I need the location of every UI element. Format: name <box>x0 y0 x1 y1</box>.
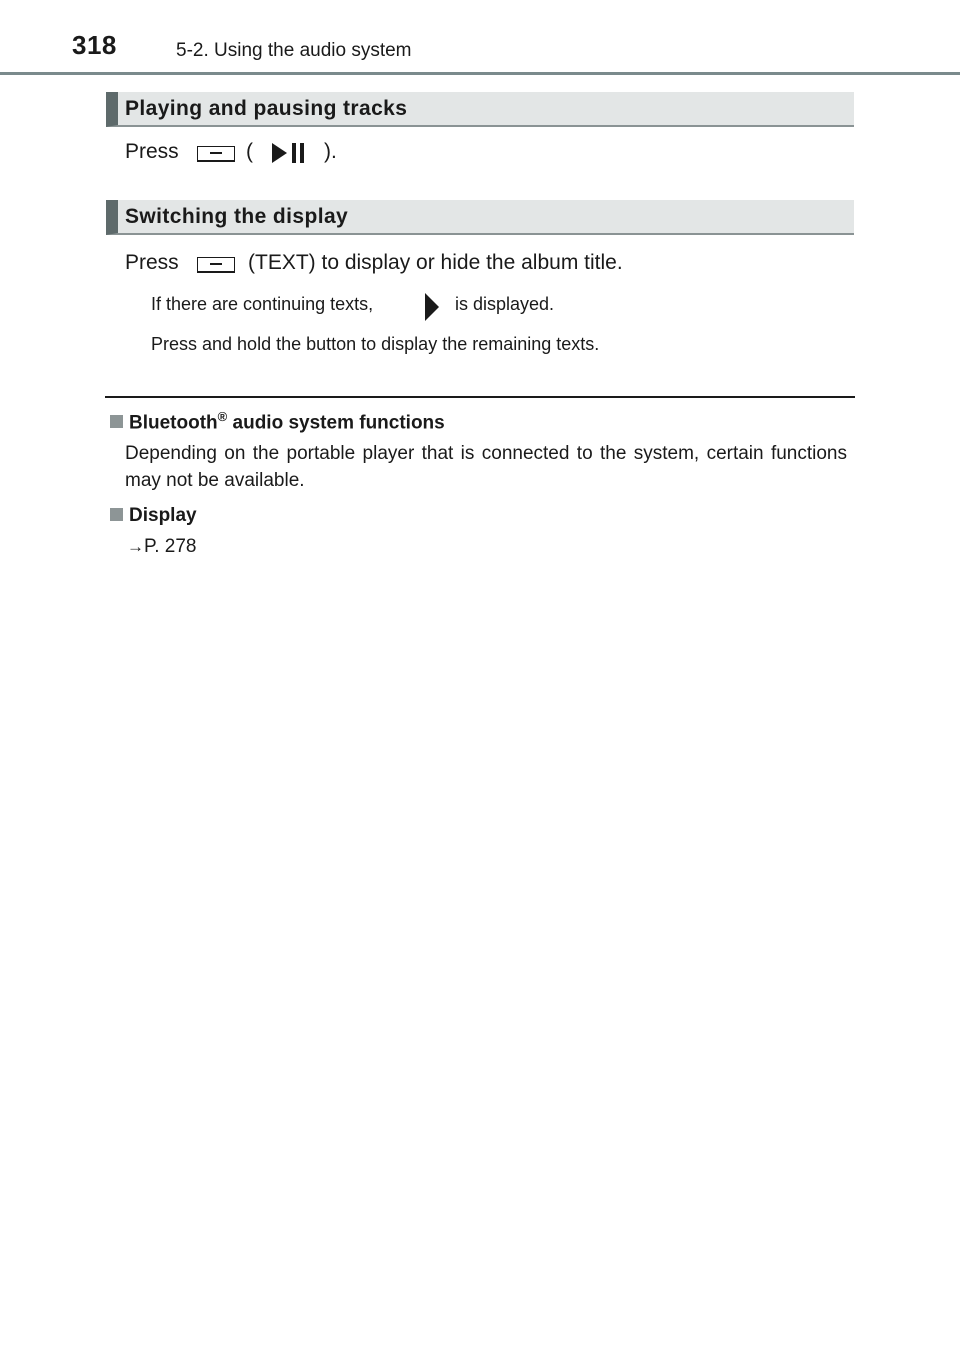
paren-open: ( <box>246 140 253 163</box>
divider <box>105 396 855 398</box>
continuing-text-note-end: is displayed. <box>455 294 555 314</box>
heading-text: Playing and pausing tracks <box>125 97 408 120</box>
audio-button-icon <box>197 146 235 162</box>
play-pause-icon <box>272 141 310 165</box>
square-bullet-icon <box>110 508 123 521</box>
text-button-icon <box>197 257 235 273</box>
press-hold-note: Press and hold the button to display the remaining texts. <box>151 334 600 354</box>
header-rule <box>0 72 960 75</box>
registered-mark: ® <box>217 409 228 424</box>
arrow-right-icon: → <box>127 537 144 556</box>
press-label: Press <box>125 140 179 163</box>
square-bullet-icon <box>110 415 123 428</box>
section-label: 5-2. Using the audio system <box>176 40 412 61</box>
continue-arrow-icon <box>423 293 441 321</box>
heading-switching-display <box>106 200 854 235</box>
display-note-title <box>110 505 197 527</box>
bluetooth-note-title <box>110 409 445 434</box>
bluetooth-word: Bluetooth <box>129 412 218 434</box>
bluetooth-note-body: Depending on the portable player that is connected to the system, certain functions may not be available. <box>125 443 847 491</box>
continuing-text-note: If there are continuing texts, <box>151 294 374 314</box>
press-label: Press <box>125 251 179 274</box>
display-page-ref[interactable] <box>127 536 196 558</box>
bluetooth-title-rest: audio system functions <box>227 412 445 434</box>
heading-text: Switching the display <box>125 205 349 228</box>
heading-playing-pausing <box>106 92 854 127</box>
page-ref-text: P. 278 <box>144 536 197 557</box>
display-title: Display <box>129 505 197 526</box>
paren-close: ). <box>324 140 337 163</box>
text-instruction: (TEXT) to display or hide the album title. <box>248 251 623 274</box>
page-number: 318 <box>72 30 117 60</box>
